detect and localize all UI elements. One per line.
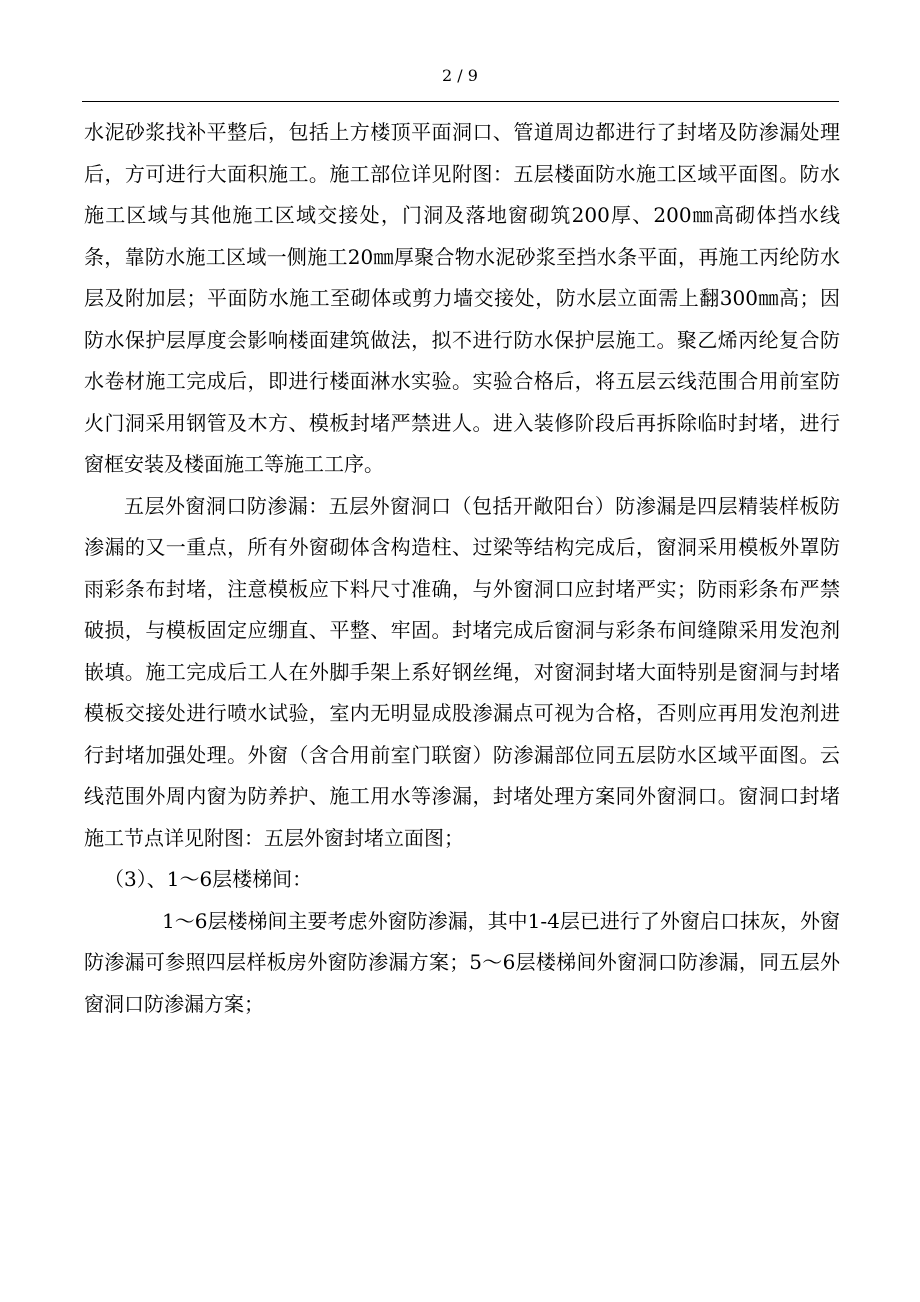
paragraph-waterproofing-continued: 水泥砂浆找补平整后，包括上方楼顶平面洞口、管道周边都进行了封堵及防渗漏处理后，方可进行大面积施工。施工部位详见附图：五层楼面防水施工区域平面图。防水施工区域与其他施工区域交接处，门洞及落地窗砌筑200厚、200㎜高砌体挡水线条，靠防水施工区域一侧施工20㎜厚聚合物水泥砂浆至挡水条平面，再施工丙纶防水层及附加层；平面防水施工至砌体或剪力墙交接处，防水层立面需上翻300㎜高；因防水保护层厚度会影响楼面建筑做法，拟不进行防水保护层施工。聚乙烯丙纶复合防水卷材施工完成后，即进行楼面淋水实验。实验合格后，将五层云线范围合用前室防火门洞采用钢管及木方、模板封堵严禁进人。进入装修阶段后再拆除临时封堵，进行窗框安装及楼面施工等施工工序。 (84, 120, 840, 476)
section-heading-stairwell: （3）、1～6层楼梯间： (104, 867, 313, 891)
page-number: 2 / 9 (442, 66, 478, 85)
document-body (84, 112, 840, 1025)
paragraph-fifth-floor-window: 五层外窗洞口防渗漏：五层外窗洞口（包括开敞阳台）防渗漏是四层精装样板防渗漏的又一重点，所有外窗砌体含构造柱、过梁等结构完成后，窗洞采用模板外罩防雨彩条布封堵，注意模板应下料尺寸准确，与外窗洞口应封堵严实；防雨彩条布严禁破损，与模板固定应绷直、平整、牢固。封堵完成后窗洞与彩条布间缝隙采用发泡剂嵌填。施工完成后工人在外脚手架上系好钢丝绳，对窗洞封堵大面特别是窗洞与封堵模板交接处进行喷水试验，室内无明显成股渗漏点可视为合格，否则应再用发泡剂进行封堵加强处理。外窗（含合用前室门联窗）防渗漏部位同五层防水区域平面图。云线范围外周内窗为防养护、施工用水等渗漏，封堵处理方案同外窗洞口。窗洞口封堵施工节点详见附图：五层外窗封堵立面图； (84, 493, 840, 850)
paragraph-stairwell: 1～6层楼梯间主要考虑外窗防渗漏，其中1-4层已进行了外窗启口抹灰，外窗防渗漏可参照四层样板房外窗防渗漏方案；5～6层楼梯间外窗洞口防渗漏，同五层外窗洞口防渗漏方案； (84, 908, 840, 1016)
header-rule (82, 101, 839, 102)
